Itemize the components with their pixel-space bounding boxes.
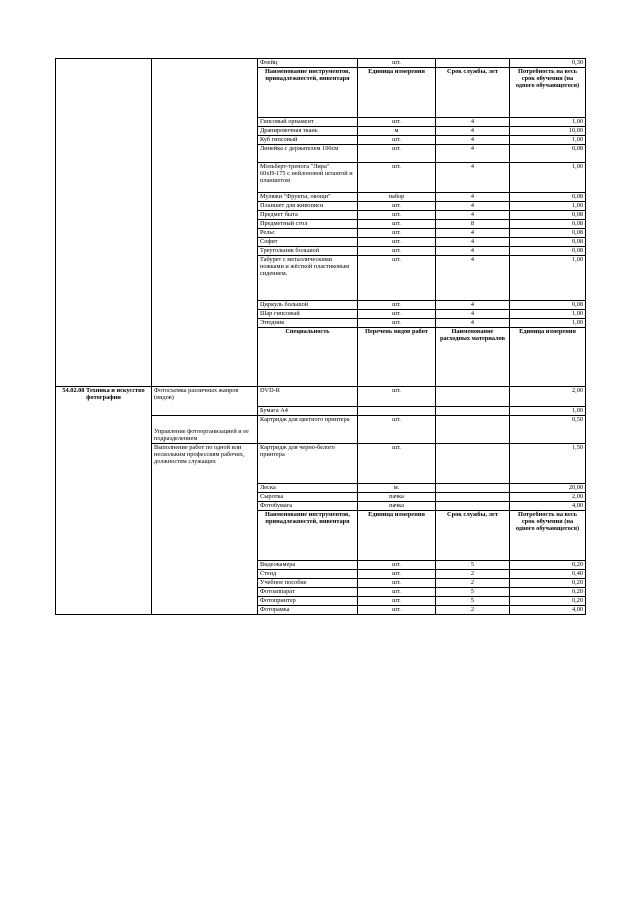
item-term: 4 (436, 301, 510, 310)
item-term (436, 386, 510, 406)
item-need: 0,08 (510, 247, 586, 256)
item-unit: шт. (358, 596, 436, 605)
item-name: Табурет с металлическими ножками и жёсткой пластиковым сидением. (258, 256, 358, 301)
item-need: 0,20 (510, 560, 586, 569)
work-type: Управление фотоорганизацией и ее подразделением (152, 415, 258, 443)
item-term: 5 (436, 596, 510, 605)
item-need: 0,08 (510, 229, 586, 238)
item-need: 10,00 (510, 127, 586, 136)
item-need: 1,00 (510, 319, 586, 328)
item-unit: шт. (358, 59, 436, 68)
item-need: 0,08 (510, 301, 586, 310)
item-term: 2 (436, 605, 510, 614)
item-unit: шт. (358, 136, 436, 145)
header-unit: Единица измерения (358, 68, 436, 118)
item-term: 5 (436, 587, 510, 596)
item-unit: пачка (358, 492, 436, 501)
item-name: DVD-R (258, 386, 358, 406)
item-name: Мольберт-тренога "Лира" 60хН-175 с нейлоновой штангой и планшетом (258, 163, 358, 193)
item-need: 0,40 (510, 569, 586, 578)
item-need: 0,30 (510, 59, 586, 68)
header-unit: Единица измерения (358, 510, 436, 560)
item-term (436, 501, 510, 510)
item-name: Шар гипсовый (258, 310, 358, 319)
item-term: 4 (436, 202, 510, 211)
item-need: 2,00 (510, 492, 586, 501)
header-name: Наименование инструментов, принадлежностей, инвентаря (258, 510, 358, 560)
item-name: Софит (258, 238, 358, 247)
item-need: 1,00 (510, 202, 586, 211)
item-need: 1,00 (510, 256, 586, 301)
item-name: Циркуль большой (258, 301, 358, 310)
item-term: 4 (436, 211, 510, 220)
item-name: Стенд (258, 569, 358, 578)
item-name: Драпировочная ткань (258, 127, 358, 136)
item-unit: шт. (358, 443, 436, 483)
item-unit: шт. (358, 247, 436, 256)
item-name: Флейц (258, 59, 358, 68)
item-need: 0,20 (510, 578, 586, 587)
item-term: 4 (436, 127, 510, 136)
item-name: Картридж для черно-белого принтера (258, 443, 358, 483)
item-unit: шт. (358, 569, 436, 578)
item-unit: шт. (358, 163, 436, 193)
item-need: 1,50 (510, 443, 586, 483)
item-unit (358, 406, 436, 415)
work-type: Фотосъемка различных жанров (видов) (152, 386, 258, 415)
works-cell-empty (152, 59, 258, 387)
item-unit: набор (358, 193, 436, 202)
item-unit: шт. (358, 229, 436, 238)
item-need: 1,00 (510, 118, 586, 127)
item-term: 4 (436, 319, 510, 328)
header-specialty: Специальность (258, 328, 358, 387)
item-term: 4 (436, 136, 510, 145)
item-unit: шт. (358, 319, 436, 328)
header-term: Срок службы, лет (436, 68, 510, 118)
item-name: Муляжи "Фрукты, овощи" (258, 193, 358, 202)
header-unit: Единица измерения (510, 328, 586, 387)
header-works: Перечень видов работ (358, 328, 436, 387)
work-type: Выполнение работ по одной или нескольким профессиям рабочих, должностям служащих (152, 443, 258, 614)
item-unit: шт. (358, 211, 436, 220)
item-unit: шт. (358, 587, 436, 596)
item-unit: м (358, 127, 436, 136)
item-need: 0,08 (510, 211, 586, 220)
item-name: Предметный стол (258, 220, 358, 229)
item-unit: шт. (358, 578, 436, 587)
item-name: Гипсовый орнамент (258, 118, 358, 127)
table-row (56, 386, 586, 406)
item-name: Сыротка (258, 492, 358, 501)
item-need: 1,00 (510, 163, 586, 193)
specialty-name: 54.02.08 Техника и искусство фотографии (56, 386, 152, 614)
item-term (436, 406, 510, 415)
item-need: 0,50 (510, 415, 586, 443)
item-need: 4,00 (510, 501, 586, 510)
item-unit: шт. (358, 605, 436, 614)
item-unit: пачка (358, 501, 436, 510)
item-name: Фотопринтер (258, 596, 358, 605)
item-unit: шт. (358, 310, 436, 319)
item-name: Планшет для живописи (258, 202, 358, 211)
item-term: 4 (436, 247, 510, 256)
item-unit: шт. (358, 238, 436, 247)
item-unit: шт. (358, 560, 436, 569)
item-term: 8 (436, 220, 510, 229)
item-unit: м. (358, 483, 436, 492)
item-term: 4 (436, 145, 510, 163)
item-name: Треугольник большой (258, 247, 358, 256)
item-unit: шт. (358, 145, 436, 163)
item-term: 2 (436, 569, 510, 578)
item-unit: шт. (358, 301, 436, 310)
item-term (436, 492, 510, 501)
item-term: 4 (436, 238, 510, 247)
item-term: 4 (436, 193, 510, 202)
specialty-cell-empty (56, 59, 152, 387)
item-unit: шт. (358, 202, 436, 211)
item-name: Бумага А4 (258, 406, 358, 415)
item-need: 1,00 (510, 406, 586, 415)
header-need: Потребность на весь срок обучения (на одного обучающегося) (510, 68, 586, 118)
item-name: Леска (258, 483, 358, 492)
item-need: 0,20 (510, 596, 586, 605)
item-name: Видеокамера (258, 560, 358, 569)
item-unit: шт. (358, 386, 436, 406)
item-term (436, 59, 510, 68)
item-term: 4 (436, 229, 510, 238)
item-term: 4 (436, 256, 510, 301)
item-name: Куб гипсовый (258, 136, 358, 145)
equipment-table (55, 58, 586, 615)
item-unit: шт. (358, 256, 436, 301)
item-need: 4,00 (510, 605, 586, 614)
item-need: 0,08 (510, 238, 586, 247)
header-term: Срок службы, лет (436, 510, 510, 560)
item-term: 4 (436, 310, 510, 319)
item-term (436, 415, 510, 443)
item-need: 0,20 (510, 587, 586, 596)
item-name: Учебное пособие (258, 578, 358, 587)
header-name: Наименование инструментов, принадлежностей, инвентаря (258, 68, 358, 118)
item-name: Фотобумага (258, 501, 358, 510)
item-name: Предмет быта (258, 211, 358, 220)
item-name: Фоторамка (258, 605, 358, 614)
item-name: Рельс (258, 229, 358, 238)
item-need: 20,00 (510, 483, 586, 492)
header-materials: Наименование расходных материалов (436, 328, 510, 387)
item-need: 2,00 (510, 386, 586, 406)
item-unit: шт. (358, 415, 436, 443)
item-unit: шт. (358, 118, 436, 127)
item-term: 4 (436, 163, 510, 193)
item-need: 0,08 (510, 145, 586, 163)
header-need: Потребность на весь срок обучения (на одного обучающегося) (510, 510, 586, 560)
item-need: 1,00 (510, 310, 586, 319)
item-need: 0,08 (510, 220, 586, 229)
item-term (436, 483, 510, 492)
item-name: Этюдник (258, 319, 358, 328)
item-term: 4 (436, 118, 510, 127)
item-name: Картридж для цветного принтера (258, 415, 358, 443)
item-need: 0,08 (510, 193, 586, 202)
item-name: Линейка с держателем 100см (258, 145, 358, 163)
item-term: 2 (436, 578, 510, 587)
item-name: Фотоаппарат (258, 587, 358, 596)
item-unit: шт. (358, 220, 436, 229)
item-need: 1,00 (510, 136, 586, 145)
table-row (56, 59, 586, 68)
document-page (55, 58, 585, 615)
item-term: 5 (436, 560, 510, 569)
item-term (436, 443, 510, 483)
